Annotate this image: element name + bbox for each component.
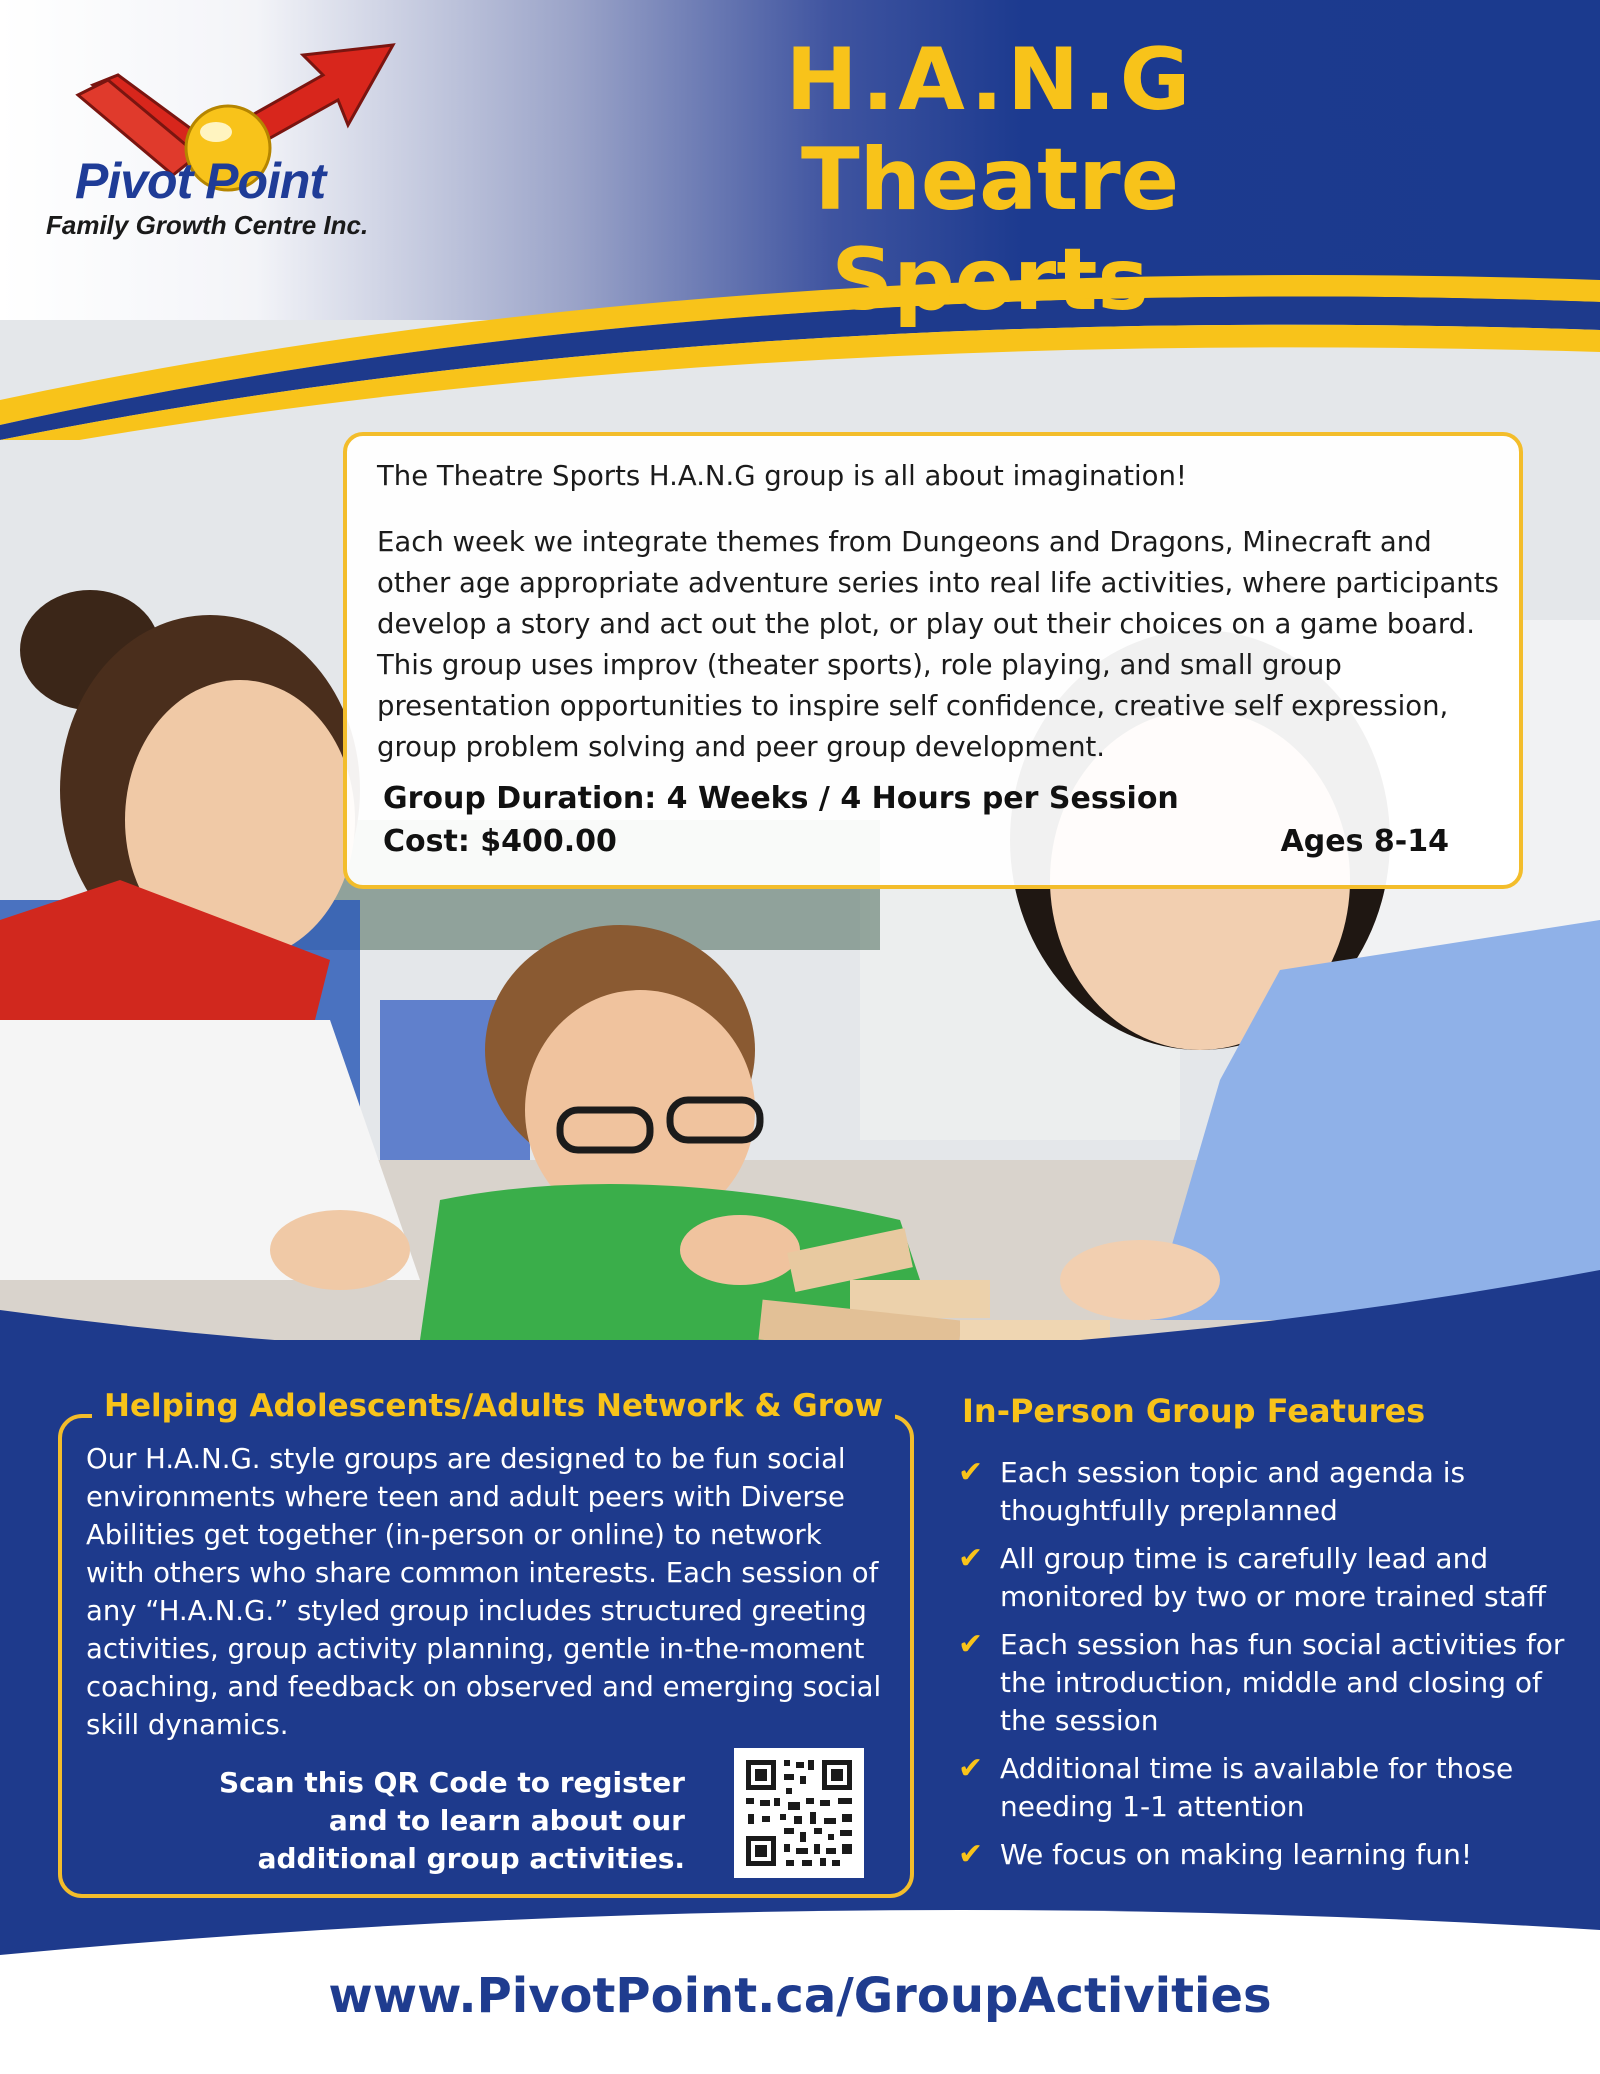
list-item xyxy=(958,1454,1578,1530)
checkmark-icon: ✔ xyxy=(958,1541,984,1576)
logo-subtitle: Family Growth Centre Inc. xyxy=(46,210,369,240)
program-info-box xyxy=(343,432,1523,889)
navy-wave-top xyxy=(0,1270,1600,1390)
qr-code-icon[interactable] xyxy=(734,1748,864,1878)
title-line-1: H.A.N.G xyxy=(785,30,1195,130)
info-body: Each week we integrate themes from Dungeons and Dragons, Minecraft and other age appropriate adventure series into real life activities, where participants develop a story and act out the plot, or play out their choices on a game board. This group uses improv (theater sports), role playing, and small group presentation opportunities to inspire self confidence, creative self expression, group problem solving and peer group development. xyxy=(377,526,1499,763)
checkmark-icon: ✔ xyxy=(958,1455,984,1490)
info-intro: The Theatre Sports H.A.N.G group is all about imagination! xyxy=(377,460,1187,492)
feature-text: We focus on making learning fun! xyxy=(1000,1838,1473,1871)
hang-description-title: Helping Adolescents/Adults Network & Grow xyxy=(92,1388,895,1424)
feature-text: Each session topic and agenda is thoughtfully preplanned xyxy=(1000,1456,1466,1527)
age-range: Ages 8-14 xyxy=(1280,824,1449,859)
features-list xyxy=(958,1454,1578,1884)
logo-name: Pivot Point xyxy=(75,153,326,209)
features-title: In-Person Group Features xyxy=(962,1392,1426,1430)
list-item xyxy=(958,1836,1578,1874)
checkmark-icon: ✔ xyxy=(958,1837,984,1872)
list-item xyxy=(958,1626,1578,1740)
title-line-2: Theatre Sports xyxy=(800,130,1180,330)
website-link[interactable]: www.PivotPoint.ca/GroupActivities xyxy=(328,1968,1272,2024)
cost: Cost: $400.00 xyxy=(383,824,617,859)
page-title xyxy=(640,30,1340,330)
feature-text: All group time is carefully lead and monitored by two or more trained staff xyxy=(1000,1542,1547,1613)
qr-instructions: Scan this QR Code to register and to learn about our additional group activities. xyxy=(218,1766,685,1875)
checkmark-icon: ✔ xyxy=(958,1751,984,1786)
list-item xyxy=(958,1750,1578,1826)
feature-text: Additional time is available for those needing 1-1 attention xyxy=(1000,1752,1514,1823)
checkmark-icon: ✔ xyxy=(958,1627,984,1662)
feature-text: Each session has fun social activities for the introduction, middle and closing of the session xyxy=(1000,1628,1565,1737)
hang-description-body: Our H.A.N.G. style groups are designed to be fun social environments where teen and adult peers with Diverse Abilities get together (in-person or online) to network with others who share common interests. Each session of any “H.A.N.G.” styled group includes structured greeting activities, group activity planning, gentle in-the-moment coaching, and feedback on observed and emerging social skill dynamics. xyxy=(86,1443,882,1741)
group-duration: Group Duration: 4 Weeks / 4 Hours per Session xyxy=(383,781,1179,816)
list-item xyxy=(958,1540,1578,1616)
